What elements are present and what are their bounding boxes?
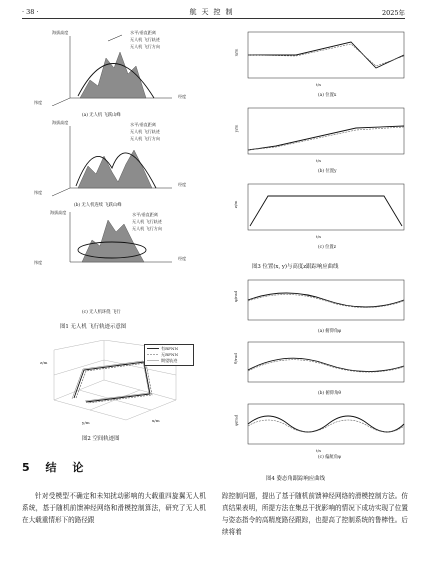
fig1-sub-b: (b) 无人机连续 飞跃山峰 bbox=[74, 203, 122, 208]
fig1-panel-b bbox=[22, 120, 212, 198]
fig3-panel-a bbox=[226, 30, 408, 92]
fig3-sub-a: (a) 位置x bbox=[318, 93, 337, 98]
fig2-caption: 图2 空间轨迹图 bbox=[82, 436, 120, 442]
ylabel: y/m bbox=[233, 124, 239, 133]
legend-desired: 期望轨迹 bbox=[161, 358, 178, 363]
fig4-sub-a: (a) 俯仰角φ bbox=[318, 329, 342, 334]
legend-distance: 水平/垂直距离 bbox=[130, 30, 156, 35]
legend-trajectory: 无人机 飞行轨迹 bbox=[130, 129, 160, 134]
alt-label: 海拔高度 bbox=[50, 210, 67, 215]
page-number: · 38 · bbox=[22, 8, 39, 16]
fig3-panel-b bbox=[226, 106, 408, 168]
lon-label: 经度 bbox=[178, 182, 187, 187]
lat-label: 纬度 bbox=[34, 190, 43, 195]
fig3-caption: 图3 位置(x, y)与高度z跟踪响应曲线 bbox=[252, 264, 339, 270]
alt-label: 海拔高度 bbox=[52, 30, 69, 35]
fig1-sub-c: (c) 无人机环绕 飞行 bbox=[82, 310, 121, 315]
lon-label: 经度 bbox=[178, 94, 187, 99]
z-axis-label: z/m bbox=[40, 360, 48, 365]
year: 2025年 bbox=[381, 9, 405, 17]
fig1-caption: 图1 无人机 飞行轨迹示意图 bbox=[60, 324, 127, 330]
lon-label: 经度 bbox=[178, 256, 187, 261]
fig4-caption: 图4 姿态角跟踪响应曲线 bbox=[266, 476, 326, 482]
figure-1 bbox=[22, 28, 212, 278]
legend-trajectory: 无人机 飞行轨迹 bbox=[132, 219, 162, 224]
figure-3 bbox=[226, 30, 408, 260]
xlabel: t/s bbox=[316, 82, 322, 87]
x-axis-label: x/m bbox=[152, 418, 160, 423]
legend-direction: 无人机 飞行方向 bbox=[130, 44, 160, 49]
lat-label: 纬度 bbox=[34, 100, 43, 105]
ylabel: θ/rad bbox=[232, 353, 238, 364]
legend-distance: 水平/垂直距离 bbox=[132, 212, 158, 217]
fig1-panel-c bbox=[22, 210, 212, 270]
plot-x bbox=[246, 30, 406, 82]
xlabel: t/s bbox=[316, 448, 322, 453]
figure-2 bbox=[26, 340, 206, 430]
body-left: 针对受模型不确定和未知扰动影响的大载重四旋翼无人机系统，基于随机前馈神经网络和滑模控制算法，研究了无人机在大载重情形下的路径跟 bbox=[22, 492, 206, 524]
ylabel: ψ/rad bbox=[233, 414, 239, 427]
alt-label: 海拔高度 bbox=[52, 120, 69, 125]
legend-distance: 水平/垂直距离 bbox=[130, 122, 156, 127]
fig3-sub-c: (c) 位置z bbox=[318, 245, 336, 250]
xlabel: t/s bbox=[316, 234, 322, 239]
ylabel: x/m bbox=[233, 48, 239, 57]
fig3-panel-c bbox=[226, 182, 408, 244]
legend-trajectory: 无人机 飞行轨迹 bbox=[130, 37, 160, 42]
xlabel: t/s bbox=[316, 158, 322, 163]
fig2-legend bbox=[144, 344, 194, 366]
plot-phi bbox=[246, 278, 406, 324]
legend-direction: 无人机 飞行方向 bbox=[130, 136, 160, 141]
body-right: 踪控制问题，提出了基于随机前馈神经网络的滑模控制方法。仿真结果表明，所提方法在集总干扰影响的情况下成功实现了位置与姿态指令的高精度路径跟踪，也提高了控制系统的鲁棒性。后续将着 bbox=[222, 492, 408, 536]
fig1-panel-a bbox=[22, 28, 212, 106]
lat-label: 纬度 bbox=[34, 260, 43, 265]
legend-direction: 无人机 飞行方向 bbox=[132, 226, 162, 231]
legend-with-rfnn: 有RFNN bbox=[161, 346, 179, 351]
fig3-sub-b: (b) 位置y bbox=[318, 169, 337, 174]
fig4-panel-a bbox=[226, 278, 408, 332]
ylabel: z/m bbox=[233, 200, 239, 209]
y-axis-label: y/m bbox=[82, 420, 90, 425]
fig4-panel-c bbox=[226, 402, 408, 456]
plot-y bbox=[246, 106, 406, 158]
fig4-sub-c: (c) 偏航角ψ bbox=[318, 455, 342, 460]
fig4-panel-b bbox=[226, 340, 408, 394]
plot-psi bbox=[246, 402, 406, 448]
fig1-sub-a: (a) 无人机 飞跃山峰 bbox=[82, 113, 121, 118]
figure-4 bbox=[226, 278, 408, 478]
ylabel: φ/rad bbox=[233, 290, 239, 303]
legend-without-rfnn: 无RFNN bbox=[161, 352, 179, 357]
section-title: 5 结 论 bbox=[22, 461, 90, 474]
journal-title: 航天控制 bbox=[189, 8, 238, 16]
plot-theta bbox=[246, 340, 406, 386]
header-rule bbox=[22, 18, 405, 19]
plot-z bbox=[246, 182, 406, 234]
fig4-sub-b: (b) 俯仰角θ bbox=[318, 391, 341, 396]
